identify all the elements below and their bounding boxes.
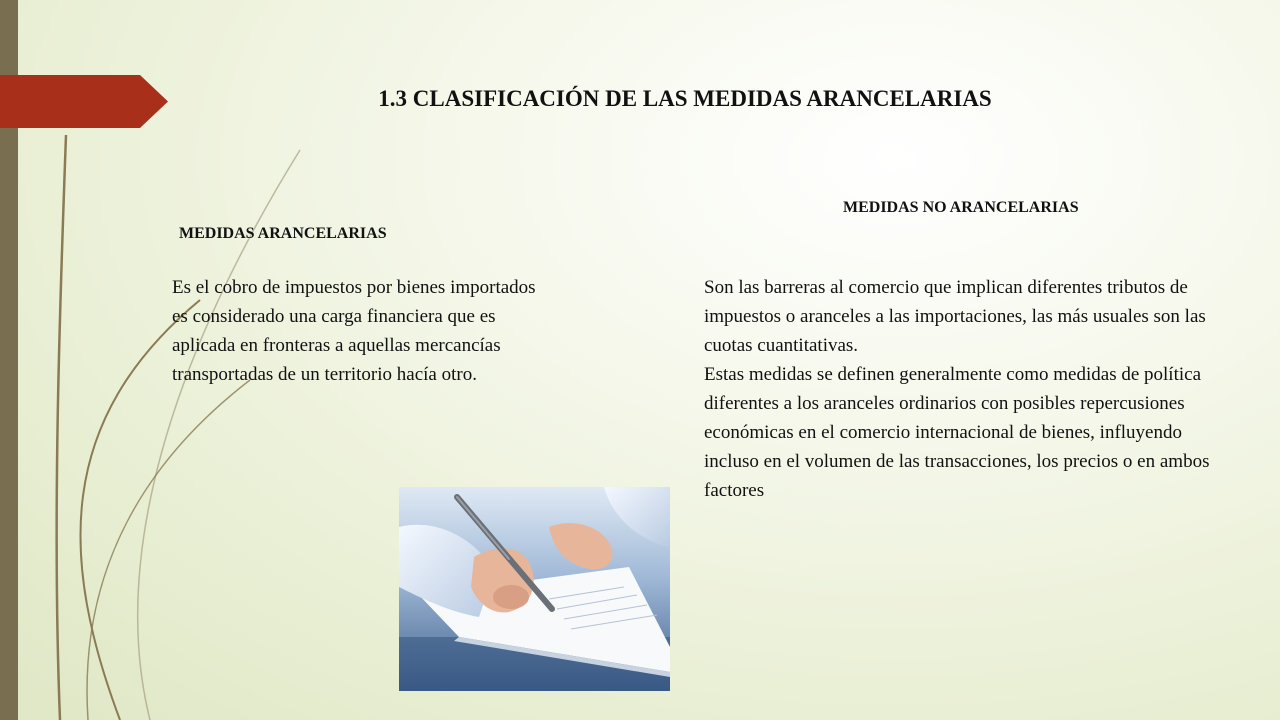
signing-document-photo [399,487,670,691]
non-tariff-paragraph: Estas medidas se definen generalmente como medidas de política diferentes a los aranceles ordinarios con posibles repercusiones económicas en el comercio internacional de bienes, influyendo incluso en el volumen de las transacciones, los precios o en ambos factores [704,364,1210,501]
slide-title: 1.3 CLASIFICACIÓN DE LAS MEDIDAS ARANCELARIAS [378,86,992,111]
non-tariff-paragraph: Son las barreras al comercio que implican diferentes tributos de impuestos o aranceles a las importaciones, las más usuales son las cuotas cuantitativas. [704,277,1206,356]
tariff-measures-heading: MEDIDAS ARANCELARIAS [179,225,387,242]
tariff-measures-text: Es el cobro de impuestos por bienes importados es considerado una carga financiera que es aplicada en fronteras a aquellas mercancías transportadas de un territorio hacía otro. [172,277,536,385]
non-tariff-measures-heading: MEDIDAS NO ARANCELARIAS [843,199,1079,216]
non-tariff-measures-text [704,273,1224,505]
